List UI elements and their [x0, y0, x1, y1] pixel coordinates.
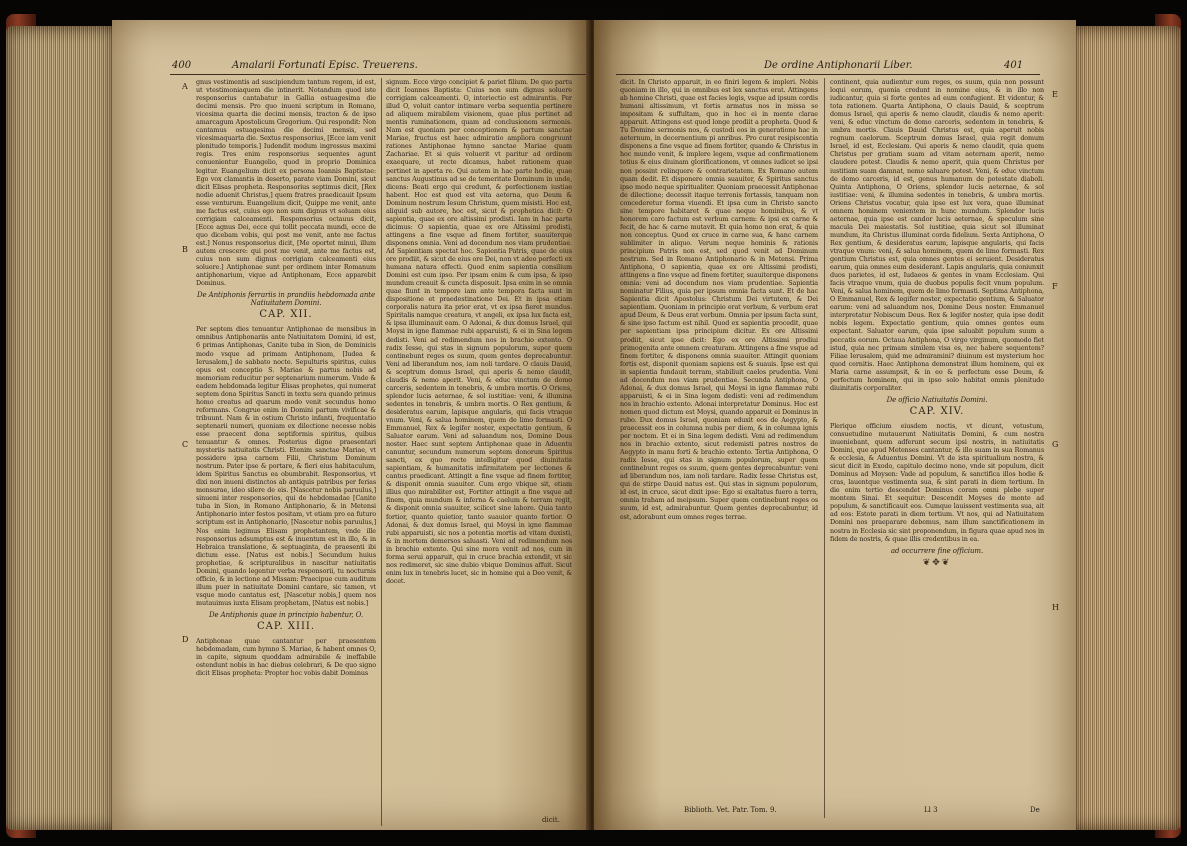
margin-letter-h: H — [1052, 603, 1059, 612]
left-col1-cap-1: CAP. XII. — [259, 309, 313, 321]
right-page-edges — [1071, 26, 1181, 830]
margin-letter-a: A — [182, 82, 188, 91]
margin-letter-d: D — [182, 635, 189, 644]
open-book — [6, 8, 1181, 838]
right-column-divider — [824, 78, 825, 818]
right-page — [594, 20, 1076, 830]
left-col1-text-b: Per septem dies tenuantur Antiphonae de mensibus in omnibus Antiphonariis ante Natiuitatem Domini, id est, 6 primas Antiphonas, Canite tuba in Sion, de Dominicis modo vsque ad primam Antiphonam, [Iudea & Ierusalem,] de sabbato nocte. Sepulturis spiritus, cuius opus est conceptio S. Mariae & partus nobis ad memoriam reducitur per septenarium numerum. Vnde & eadem hebdomada legitur Elisas prophetes, qui numerat septem dona Spiritus Sancti in textu sera quando primus homo creatus ad quarum modo venit secundus homo reformans. Congrue enim in Domini partum vivificae & tribuunt. Nam & in ostium Christo infanti, frequentatio septenarii numeri, quoniam ex dilectione necesse nobis esse praecent dona septiformis spiritus, quibus tenuantur & omnes. Posterius digne praesentari mysteriis natiuitatis Christi. Etenim sanctae Mariae, vt possidere ipsa carnem Filii, Christum Dominum nostrum. Pater ipse & portare, & fieri eius habitaculum, idem Spiritus Sanctus ea obumbrabit. Responsorius, vt dixi non inueni distinctos ab antiquis patribus per ferias mensurae, ideo silere de eis. [Nascetur nobis paruulus,] sinueni inter responsorios, qui de hebdomadae [Canite tuba in Sion, in Romano Antiphonario, & in Metensi Antiphonario inter festos positam, vt etiam pro ea futuro scriptum est in Antiphonario, [Nascetur nobis paruulus,] Nos enim legimus Elisam prophetantem, vnde ille responsorius adsumptus est & inuentum est in illo, & in Hebraica translatione, & septuaginta, de praesenti ibi dictum esse. [Natus est nobis.] Secundum huius prophetiae, & scripturalibus in nascitur natiuitatis Domini, quando legentur verba responsorii, tu nocturnis officio, & in lectione ad Missam: Praecipue cum auditum illum puer in natiuitate Domini cantare, sic tamen, vt vsque modo cantatus est, [Nascetur nobis,] quem nos mutauimus iuxta Elisam prophetam, [Natus est nobis.] — [196, 325, 376, 607]
margin-letter-b: B — [182, 245, 188, 254]
left-col2-text: signum. Ecce virgo concipiet & pariet filium. De quo partu dicit Ioannes Baptista: Cuius non sum dignus soluere corrigiam calceamenti. O, interiectio est admirantis. Per illud O, voluit cantor intimare verba sequentia pertinere ad aliquem mirabilem visionem, quae plus pertinet ad mentis ruminationem, quam ad conclusionem sermonis. Nam est quoniam per conceptionem & partum sanctae Mariae, fructus est haec admiratio ampliora congruunt rationes Antiphonae hymno sanctae Mariae quam Zachariae. Et si quis voluerit vt paritur ad ordinem exaequare, ut recte dicamus, habet rationem quae pertinet in aperta re. Qui autem in hac parte hodie, quae sanctus Augustinus ad se de temeritate Dominum in unde, dicens: Beati ergo qui credunt, & perfectionem iustiae habent. Hoc est quod est vita aeterna, quo Deum & Dominum nostrum Iesum Christum, quem misisti. Hoc est, aliquid sub autore, hoc est, sicut & prophetica dicit: O sapientia, quae ex ore altissimi prodisti. Iam in hac parte dicimus: O sapientia, quae ex ore Altissimi prodisti, attingens a fine vsque ad finem fortiter, suauiterque disponens omnia. Veni ad docendum nos viam prudentiae. Ad Sapientiam spectat hoc. Sapientia Patris, quae de eius ore prodiit, & sicut de eius ore Dei, non vt adeo perfecti ex humana natura effecti. Quod enim sapientia consilium Domini est cum ipso. Per ipsam enim & cum ipsa, & ipso mundum creauit & cuncta disposuit. Ipsa enim in se omnia quae fiunt in tempore iam ante tempora facta sunt in dispositione et praedestinatione Dei. Et in ipsa etiam corporalis natura ita prior erat, vt ex ipsa fieret mundus. Spiritalis namque creatura, vt angeli, ex ipsa lux facta est, & ipsa illuminauit eam. O Adonai, & dux domus Israel, qui Moysi in igne flammae rubi apparuisti, & ei in Sina legem dedisti. Veni ad redimendum nos in brachio extento. O radix Iesse, qui stas in signum populorum, super quem continebunt reges os suum, quem gentes deprecabuntur. Veni ad liberandum nos, iam noli tardare. O clauis Dauid, & sceptrum domus Israel, qui aperis & nemo claudit, claudis & nemo aperit. Veni, & educ vinctum de domo carceris, sedentem in tenebris, & umbra mortis. O Oriens, splendor lucis aeternae, & sol iustitiae: veni, & illumina sedentes in tenebris, & umbra mortis. O Rex gentium, & desideratus earum, lapisque angularis, qui facis vtraque vnum. Veni, & salua hominem, quem de limo formasti. O Emmanuel, Rex & legifer noster, expectatio gentium, & Saluator earum. Veni ad saluandum nos, Domine Deus noster. Haec sunt septem Antiphonae quae in Aduentu canuntur, secundum numerum septem donorum Spiritus sancti, ex quo recte intelligitur quod diuinitatis sapientiam, & humanitatis infirmitatem per lectiones & cantus praedicant. Attingit a fine vsque ad finem fortiter, & disponit omnia suauiter. Cum ergo vbique sit, etiam illius quo mirabiliter est, Fortiter attingit a fine vsque ad finem, quia mundum & inferna & caelum & terram regit, & disponit omnia suauiter, scilicet sine labore. Quia tanto fortior, quanto quietior, tanto suauior quanto fortior. O Adonai, & dux domus Israel, qui Moysi in igne flammae rubi apparuisti, sic nos a potentia mortis ad vitam duxisti, & in mortem demersos saluasti. Veni ad redimendum nos in brachio extento. Qui sine mora venit ad nos, cum in forma serui apparuit, qui in cruce brachia extendit, vt sic nos redimeret, sic sine dubio vbique Dominus affuit. Sicut enim lux in tenebris lucet, sic in homine qui a Deo venit, & docet. — [386, 78, 572, 585]
right-head-rule — [616, 74, 1040, 75]
margin-letter-c: C — [182, 440, 189, 449]
left-page — [112, 20, 590, 830]
right-column-1 — [620, 78, 818, 804]
right-column-2 — [830, 78, 1044, 798]
left-col1-heading-1: De Antiphonis ferrariis in prandiis hebdomada ante Natiuitatem Domini. — [196, 291, 375, 308]
right-col2-text-b: Plerique officium eiusdem noctis, vt dicunt, vetustum, consuetudine mutauerunt Natiuitatis Domini, & cum nostra inueniebant, quem adferunt secum ipsi nostris, in natiuitatis Domini, que apud Metenses cantantur, & illo suam in sua Romanus & ecclesia, & Aduentus Domini. Vt de ista spiritualium nostra, & sicut dicit in Exodo, capitulo decimo nono, vnde sit populum, dicit Dominus ad Moysen: Vade ad populum, & sanctifica illos hodie & cras, lauentque vestimenta sua, & sint parati in diem tertium. In die enim tertio descendet Dominus coram omni plebe super montem Sinai. Et sequitur: Descendit Moyses de monte ad populum, & sanctificauit eos. Cumque lauissent vestimenta sua, ait ad eos: Estote parati in diem tertium. Vt nos, qui ad Natiuitatem Domini nos praeparare debemus, nam illum sanctificationem in nostra in Ecclesia sic sint proponendum, in figura quae apud nos in fidem de nostris, & quae illis credentibus in ea. — [830, 421, 1044, 543]
right-page-number: 401 — [1004, 60, 1024, 71]
left-col1-text-c: Antiphonae quae cantantur per praesentem hebdomadam, cum hymno S. Mariae, & habent omnes O, in capite, signum quoddam admirabile & ineffabile ostendunt nobis in hac diebus celebrari, & De quo signo dicit Elisas propheta: Propter hoc vobis dabit Dominus — [196, 637, 376, 678]
right-col2-text-a: continent, quia audientur eum reges, os suum, quia non possunt loqui eorum, quonia credunt in nomine eius, & in illo non iudicantur, quia si forte gentes ad eum confugient. Et videntur, & tota rationem. Quarta Antiphona, O clauis Dauid, & sceptrum domus Israel, qui aperis & nemo claudit, claudis & nemo aperit: veni, & educ vinctum de domo carceris, sedentem in tenebris, & umbra mortis. Clauis Dauid Christus est, quia aperuit nobis regnum caelorum. Sceptrum domus Israel, quia regit domum Israel, id est, Ecclesiam. Qui aperis & nemo claudit, quia quem Christus per gratiam suam ad vitam aeternam aperit, nemo claudere potest. Claudis & nemo aperit, quia quem Christus per iustitiam suam damnat, nemo saluare potest. Veni, & educ vinctum de domo carceris, id est, genus humanum de potestate diaboli. Quinta Antiphona, O Oriens, splendor lucis aeternae, & sol iustitiae: veni, & illumina sedentes in tenebris, & umbra mortis. Oriens Christus vocatur, quia ipse est lux vera, quae illuminat omnem hominem venientem in hunc mundum. Splendor lucis aeternae, quia ipse est candor lucis aeternae, & speculum sine macula Dei maiestatis. Sol iustitiae, quia sicut sol illuminat mundum, ita Christus illuminat corda fidelium. Sexta Antiphona, O Rex gentium, & desideratus earum, lapisque angularis, qui facis vtraque vnum: veni, & salua hominem, quem de limo formasti. Rex gentium Christus est, quia omnes gentes ei seruient. Desideratus earum, quia omnes eum desiderant. Lapis angularis, quia coniunxit duos parietes, id est, Iudaeos & gentes in vnam Ecclesiam. Qui facis vtraque vnum, quia de duobus populis fecit vnum populum. Veni, & salua hominem, quem de limo formasti. Septima Antiphona, O Emmanuel, Rex & legifer noster, expectatio gentium, & Saluator earum: veni ad saluandum nos, Domine Deus noster. Emmanuel interpretatur Nobiscum Deus. Rex & legifer noster, quia ipse dedit nobis legem. Expectatio gentium, quia omnes gentes eum expectant. Saluator earum, quia ipse saluabit populum suum a peccatis eorum. Octaua Antiphona, O virgo virginum, quomodo fiet istud, quia nec primam similem visa es, nec habere sequentem? Filiae Ierusalem, quid me admiramini? diuinum est mysterium hoc quod cernitis. Haec Antiphona demonstrat illum hominem, qui ex Maria carne assumpsit, & in eo & perfectum esse Deum, & perfectum hominem, qui in ipso solo habitat omnis plenitudo diuinitatis corporaliter. — [830, 78, 1044, 392]
end-ornament: ❦✥❦ — [922, 557, 952, 568]
left-col1-text-a: gnus vestimentis ad suscipiendum tantum regem, id est, ut vtestimoniaquem die intinerit. Notandum quod iste responsorius cantabatur in Gallia ostuagesima die decimi mensis. Pro quo inueni scriptum in Romano, vicesima quarta die decimi mensis, tracton & de ipso amarcagum Apostolicum Gregorium. Qui respondit: Non cantamus ostuagesima die decimi mensis, sed vicesimaquarta die. Sextus responsorius, [Ecce iam venit plenitudo temporis.] Iudendit modum ingressus maximi regis. Tres enim responsorius sequentes agunt conuenientur Euangelio, quod in proprio Dominica legitur. Euangelium dicit ex persona Ioannis Baptistae: Ego vox clamantis in deserto, parate viam Domini, sicut dicit Elisas propheta. Responsorius septimus dicit, [Rex nodie aduenit Christus,] quem fratres praedicauit Ipsum esse venturum. Euangelium dicit, Quippe me venit, ante me factus est, cuius ego non sum dignus vt soluam eius corrigiam calceamenti. Responsorius octauus dicit, [Ecce agnus Dei, ecce qui tollit peccata mundi, ecce de quo dicebam vobis, qui post me venit, ante me factus est.] Nonus responsorius dicit, [Me oportet minui, illum autem crescere: qui post me venit, ante me factus est, cuius non sum dignus corrigiam calceamenti eius soluere.] Antiphonae sunt per ordinem inter Romanum antiphonarium, vique ad Antiphonam, Ecce apparebit Dominus. — [196, 78, 376, 288]
left-catchword: dicit. — [542, 816, 560, 824]
right-col2-heading-1: De officio Natiuitatis Domini. — [886, 395, 988, 404]
right-running-head: De ordine Antiphonarii Liber. — [764, 60, 913, 71]
left-running-head: Amalarii Fortunati Episc. Treuerens. — [232, 60, 418, 71]
left-col1-cap-2: CAP. XIII. — [256, 621, 316, 633]
right-signature-mark: Ll 3 — [924, 806, 938, 814]
margin-letter-e: E — [1052, 90, 1058, 99]
left-page-edges — [6, 26, 116, 830]
left-col1-heading-2: De Antiphonis quae in principio habentur, O. — [208, 611, 364, 619]
left-page-number: 400 — [172, 60, 192, 71]
right-col2-closing: ad occurrere fine officium. — [890, 546, 984, 555]
right-footer-title: Biblioth. Vet. Patr. Tom. 9. — [684, 806, 777, 814]
left-column-divider — [381, 78, 382, 826]
right-col1-text: dicit. In Christo apparuit, in eo finiri legem & impleri. Nobis quoniam in illo, qui in omnibus est lex sanctus erat. Attingens ab homine Christi, quae est facies legis, vsque ad ipsum cordis humani altissimum, vt fortis armatus nos in missa se impositam & suffultam, quo in hoc ei in mente clarae apparuit. Attingens est quod longe prodiit a propheta. Quod & Tu Domine sermonis nos, & custodi eos in generatione hac in aeternum, in decernentium pi anribus. Pro curat resipiscentia disponens a fine vsque ad finem fortiter, quando & Christus in hoc mundo venit, & implere legem, vsque ad confirmationem totius & eius diuinam glorificationem, vt omnes iudicet se ipsi non possint relinquere & contrarietatem. Ex Romano autem quam dedit. Et disponere omnia suauiter, & Spiritus sanctus ipso modo neque spiritualiter. Quoniam praecessit Antiphonae de dilectione; decessit itaque terrenis fortassis, tanquam non concederetur forma viuendi. Et ipsa cum in Christo sancto sine tempore habitaret & quae neque hominibus, & vt honorem caro factum est verbum carnem: & ipsi ex carne & fecit, de hac & carne mutavit. Et quia homo non erat, & quia non conceptus. Quod ex cruce in carne sua, & hanc carnem sublimiter in aliquo. Verum neque hominis & rationis principium Patris non est, sed quod venit ad Dominum nostrum. Sed in Romano Antiphonario & in Metensi. Prima Antiphona, O sapientia, quae ex ore Altissimi prodisti, attingens a fine vsque ad finem fortiter, suauiterque disponens omnia: veni ad docendum nos viam prudentiae. Sapientia nominatur Filius, quia per ipsum omnia facta sunt. Et de hac Sapientia dicit Apostolus: Christum Dei virtutem, & Dei sapientiam. Quoniam in principio erat verbum, & verbum erat apud Deum, & Deus erat verbum. Omnia per ipsum facta sunt, & sine ipso factum est nihil. Quod ex sapientia procedit, quae per sapientiam ipsa principium dicitur. Ex ore Altissimi prodiit, sicut ipse dicit: Ego ex ore Altissimi prodiui primogenita ante omnem creaturam. Attingens a fine vsque ad finem fortiter, & disponens omnia suauiter. Attingit quoniam fortis est, disponit quoniam sapiens est & suauis. Ipse est qui in sapientia fundauit terram, stabiliuit caelos prudentia. Veni ad docendum nos viam prudentiae. Secunda Antiphona, O Adonai, & dux domus Israel, qui Moysi in igne flammae rubi apparuisti, & ei in Sina legem dedisti: veni ad redimendum nos in brachio extento. Adonai interpretatur Dominus. Hoc est nomen quod dictum est Moysi, quando apparuit ei Dominus in rubo. Dux domus Israel, quoniam eduxit eos de Aegypto, & praecessit eos in columna nubis per diem, & in columna ignis per noctem. Et ei in Sina legem dedisti. Veni ad redimendum nos in brachio extento, sicut redemisti patres nostros de Aegypto in manu forti & brachio extento. Tertia Antiphona, O radix Iesse, qui stas in signum populorum, super quem continebunt reges os suum, quem gentes deprecabuntur: veni ad liberandum nos, iam noli tardare. Radix Iesse Christus est, qui de stirpe Dauid natus est. Qui stas in signum populorum, id est, in cruce, sicut dixit ipse: Ego si exaltatus fuero a terra, omnia traham ad meipsum. Super quem continebunt reges os suum, id est, admirabuntur. Quem gentes deprecabuntur, id est, adorabunt eum omnes reges terrae. — [620, 78, 818, 521]
left-column-1 — [196, 78, 376, 826]
left-head-rule — [170, 74, 592, 75]
left-column-2 — [386, 78, 572, 816]
right-catchword: De — [1030, 806, 1040, 814]
margin-letter-g: G — [1052, 440, 1059, 449]
margin-letter-f: F — [1052, 282, 1058, 291]
right-col2-cap-1: CAP. XIV. — [909, 405, 965, 417]
